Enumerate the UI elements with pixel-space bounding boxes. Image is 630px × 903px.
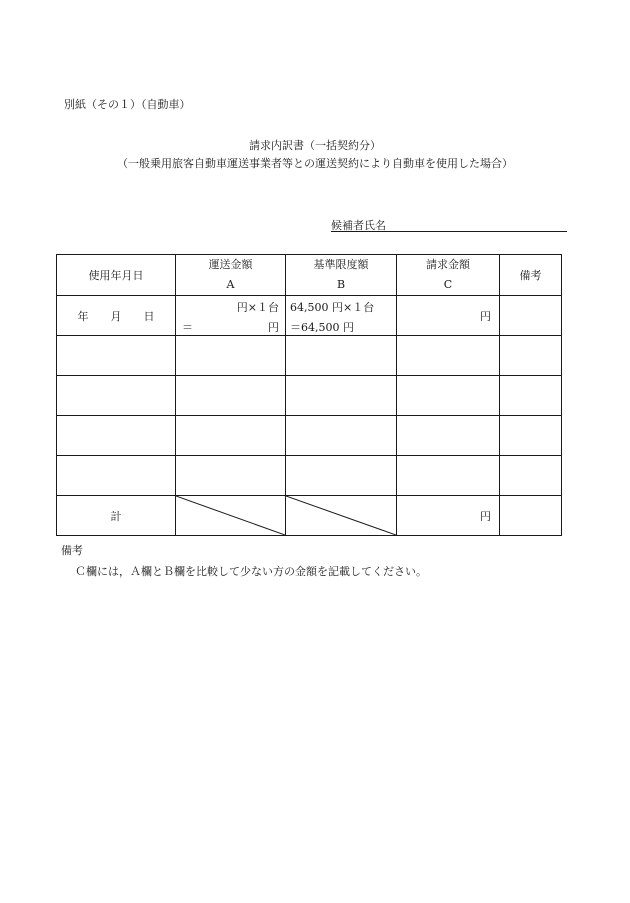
remarks-cell[interactable]: [500, 336, 562, 376]
claim-amount-cell[interactable]: [397, 456, 500, 496]
total-label: 計: [57, 496, 176, 536]
header-claim-amount: [397, 255, 500, 296]
transport-amount-cell[interactable]: [176, 376, 286, 416]
claim-amount-cell[interactable]: [397, 416, 500, 456]
table-row: [57, 336, 562, 376]
diagonal-strike-line: [286, 496, 396, 535]
claim-amount-cell[interactable]: 円: [397, 296, 500, 336]
header-standard-limit: [286, 255, 397, 296]
claim-amount-cell[interactable]: [397, 376, 500, 416]
table-row: [57, 456, 562, 496]
standard-limit-result: ＝64,500 円: [290, 321, 354, 334]
usage-date-cell[interactable]: [57, 376, 176, 416]
transport-amount-cell[interactable]: [176, 336, 286, 376]
total-a-struck-cell: [176, 496, 286, 536]
header-a-letter: A: [226, 278, 235, 291]
usage-date-cell[interactable]: [57, 336, 176, 376]
usage-date-cell[interactable]: [57, 456, 176, 496]
table-row: [57, 376, 562, 416]
transport-amount-equals: ＝: [182, 321, 193, 334]
transport-amount-cell[interactable]: [176, 416, 286, 456]
header-transport-amount: [176, 255, 286, 296]
transport-amount-yen: 円: [268, 321, 279, 334]
header-usage-date: 使用年月日: [57, 255, 176, 296]
note-text: Ｃ欄には，Ａ欄とＢ欄を比較して少ない方の金額を記載してください。: [75, 565, 427, 578]
candidate-name-label: 候補者氏名: [331, 219, 386, 232]
remarks-cell[interactable]: [500, 296, 562, 336]
table-row: [57, 416, 562, 456]
remarks-cell[interactable]: [500, 376, 562, 416]
standard-limit-formula: 64,500 円×１台: [290, 301, 375, 314]
claim-breakdown-table: [56, 254, 562, 536]
total-claim-amount-cell[interactable]: 円: [397, 496, 500, 536]
document-subtitle: （一般乗用旅客自動車運送事業者等との運送契約により自動車を使用した場合）: [117, 157, 513, 170]
document-title: 請求内訳書（一括契約分）: [249, 139, 381, 152]
total-b-struck-cell: [286, 496, 397, 536]
header-b-letter: B: [336, 278, 346, 291]
usage-date-cell[interactable]: [57, 416, 176, 456]
standard-limit-cell[interactable]: [286, 376, 397, 416]
total-row: [57, 496, 562, 536]
usage-date-cell[interactable]: 年 月 日: [57, 296, 176, 336]
claim-amount-cell[interactable]: [397, 336, 500, 376]
transport-amount-unit: 円×１台: [236, 301, 279, 314]
candidate-name-field[interactable]: [331, 217, 567, 232]
remarks-cell[interactable]: [500, 456, 562, 496]
sheet-label: 別紙（その１）（自動車）: [64, 98, 191, 111]
standard-limit-cell[interactable]: [286, 456, 397, 496]
header-remarks: 備考: [500, 255, 562, 296]
header-b-label: 基準限度額: [313, 258, 369, 271]
header-a-label: 運送金額: [208, 258, 253, 271]
header-c-letter: C: [443, 278, 453, 291]
table-header-row: [57, 255, 562, 296]
standard-limit-cell[interactable]: [286, 416, 397, 456]
header-c-label: 請求金額: [426, 258, 470, 271]
note-heading: 備考: [61, 544, 83, 557]
total-remarks-cell[interactable]: [500, 496, 562, 536]
standard-limit-cell[interactable]: [286, 336, 397, 376]
standard-limit-cell: [286, 296, 397, 336]
table-row: [57, 296, 562, 336]
transport-amount-cell[interactable]: [176, 296, 286, 336]
transport-amount-cell[interactable]: [176, 456, 286, 496]
diagonal-strike-line: [176, 496, 285, 535]
remarks-cell[interactable]: [500, 416, 562, 456]
